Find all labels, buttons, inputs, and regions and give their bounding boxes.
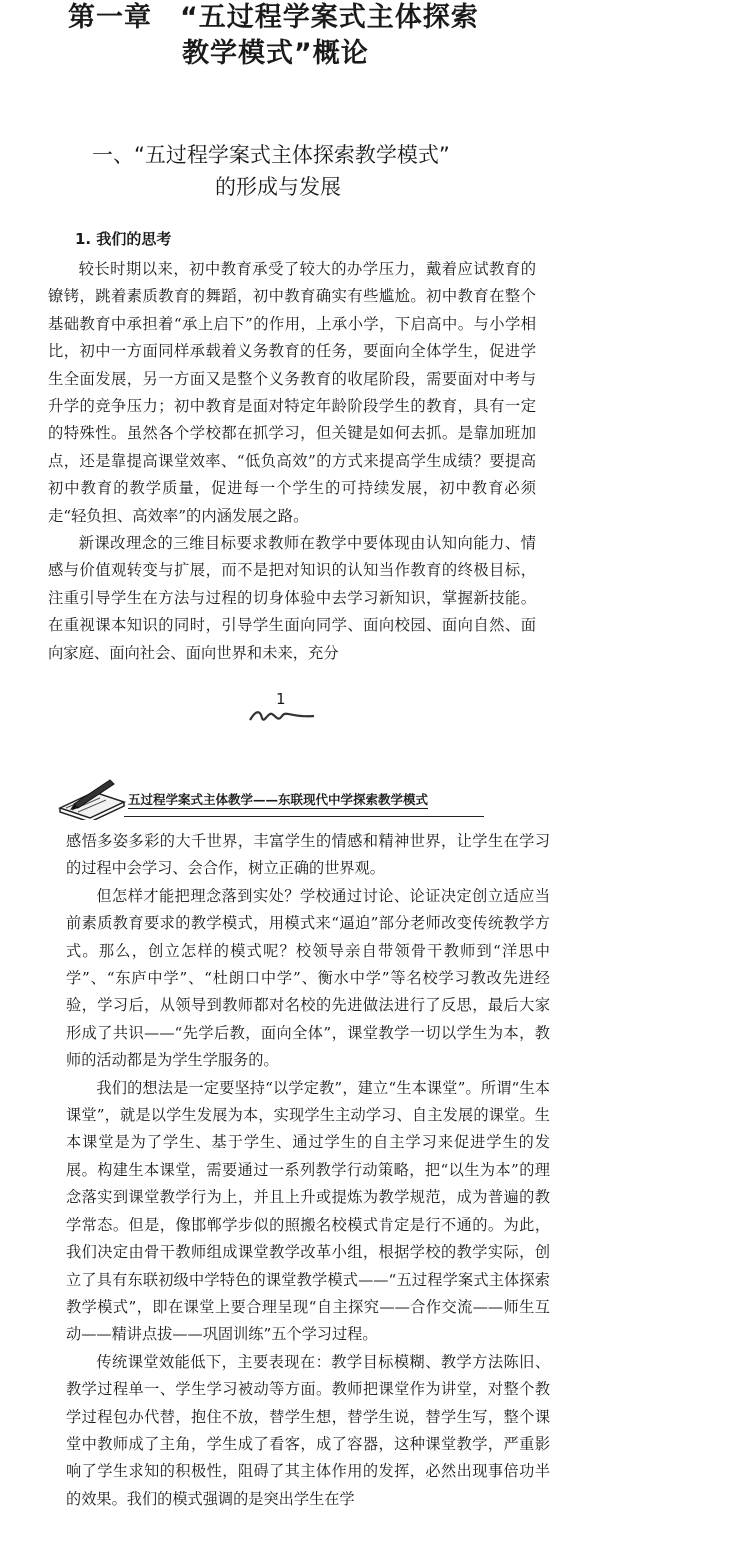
header-rule — [124, 816, 484, 817]
section-title — [92, 139, 450, 203]
page-number-ornament-icon — [248, 704, 318, 726]
book-pen-icon — [54, 778, 128, 820]
page1-body — [48, 256, 536, 667]
paragraph: 感悟多姿多彩的大千世界，丰富学生的情感和精神世界，让学生在学习的过程中会学习、会合作，树立正确的世界观。 — [66, 832, 550, 878]
chapter-title-line2: 教学模式”概论 — [182, 38, 369, 69]
section-title-line1: 一、“五过程学案式主体探索教学模式” — [92, 143, 450, 167]
paragraph: 较长时期以来，初中教育承受了较大的办学压力，戴着应试教育的镣铐，跳着素质教育的舞蹈，初中教育确实有些尴尬。初中教育在整个基础教育中承担着“承上启下”的作用，上承小学，下启高中。与小学相比，初中一方面同样承载着义务教育的任务，要面向全体学生，促进学生全面发展，另一方面又是整个义务教育的收尾阶段，需要面对中考与升学的竞争压力；初中教育是面对特定年龄阶段学生的教育，具有一定的特殊性。虽然各个学校都在抓学习，但关键是如何去抓。是靠加班加点，还是靠提高课堂效率、“低负高效”的方式来提高学生成绩？要提高初中教育的教学质量，促进每一个学生的可持续发展，初中教育必须走“轻负担、高效率”的内涵发展之路。 — [48, 260, 536, 525]
paragraph: 新课改理念的三维目标要求教师在教学中要体现由认知向能力、情感与价值观转变与扩展，而不是把对知识的认知当作教育的终极目标，注重引导学生在方法与过程的切身体验中去学习新知识，掌握新技能。在重视课本知识的同时，引导学生面向同学、面向校园、面向自然、面向家庭、面向社会、面向世界和未来，充分 — [48, 534, 536, 662]
chapter-title — [68, 0, 479, 72]
page-2 — [0, 772, 750, 1546]
page2-body — [66, 828, 550, 1513]
running-header: 五过程学案式主体教学——东联现代中学探索教学模式 — [128, 792, 429, 807]
subsection-title: 1. 我们的思考 — [75, 230, 172, 248]
paragraph: 但怎样才能把理念落到实处？学校通过讨论、论证决定创立适应当前素质教育要求的教学模式，用模式来“逼迫”部分老师改变传统教学方式。那么，创立怎样的模式呢？校领导亲自带领骨干教师到“洋思中学”、“东庐中学”、“杜朗口中学”、衡水中学”等名校学习教改先进经验，学习后，从领导到教师都对名校的先进做法进行了反思，最后大家形成了共识——“先学后教，面向全体”，课堂教学一切以学生为本，教师的活动都是为学生学服务的。 — [66, 886, 550, 1070]
section-title-line2: 的形成与发展 — [215, 175, 341, 199]
page-1 — [0, 0, 750, 730]
chapter-title-line1: 第一章 “五过程学案式主体探索 — [68, 2, 479, 33]
page-number: 1 — [276, 690, 286, 708]
paragraph: 我们的想法是一定要坚持“以学定教”，建立“生本课堂”。所谓“生本课堂”，就是以学生发展为本，实现学生主动学习、自主发展的课堂。生本课堂是为了学生、基于学生、通过学生的自主学习来促进学生的发展。构建生本课堂，需要通过一系列教学行动策略，把“以生为本”的理念落实到课堂教学行为上，并且上升或提炼为教学规范，成为普遍的教学常态。但是，像邯郸学步似的照搬名校模式肯定是行不通的。为此，我们决定由骨干教师组成课堂教学改革小组，根据学校的教学实际，创立了具有东联初级中学特色的课堂教学模式——“五过程学案式主体探索教学模式”，即在课堂上要合理呈现“自主探究——合作交流——师生互动——精讲点拔——巩固训练”五个学习过程。 — [66, 1078, 550, 1344]
paragraph: 传统课堂效能低下，主要表现在：教学目标模糊、教学方法陈旧、教学过程单一、学生学习被动等方面。教师把课堂作为讲堂，对整个教学过程包办代替，抱住不放，替学生想，替学生说，替学生写，整个课堂中教师成了主角，学生成了看客，成了容器，这种课堂教学，严重影响了学生求知的积极性，阻碍了其主体作用的发挥，必然出现事倍功半的效果。我们的模式强调的是突出学生在学 — [66, 1352, 550, 1508]
